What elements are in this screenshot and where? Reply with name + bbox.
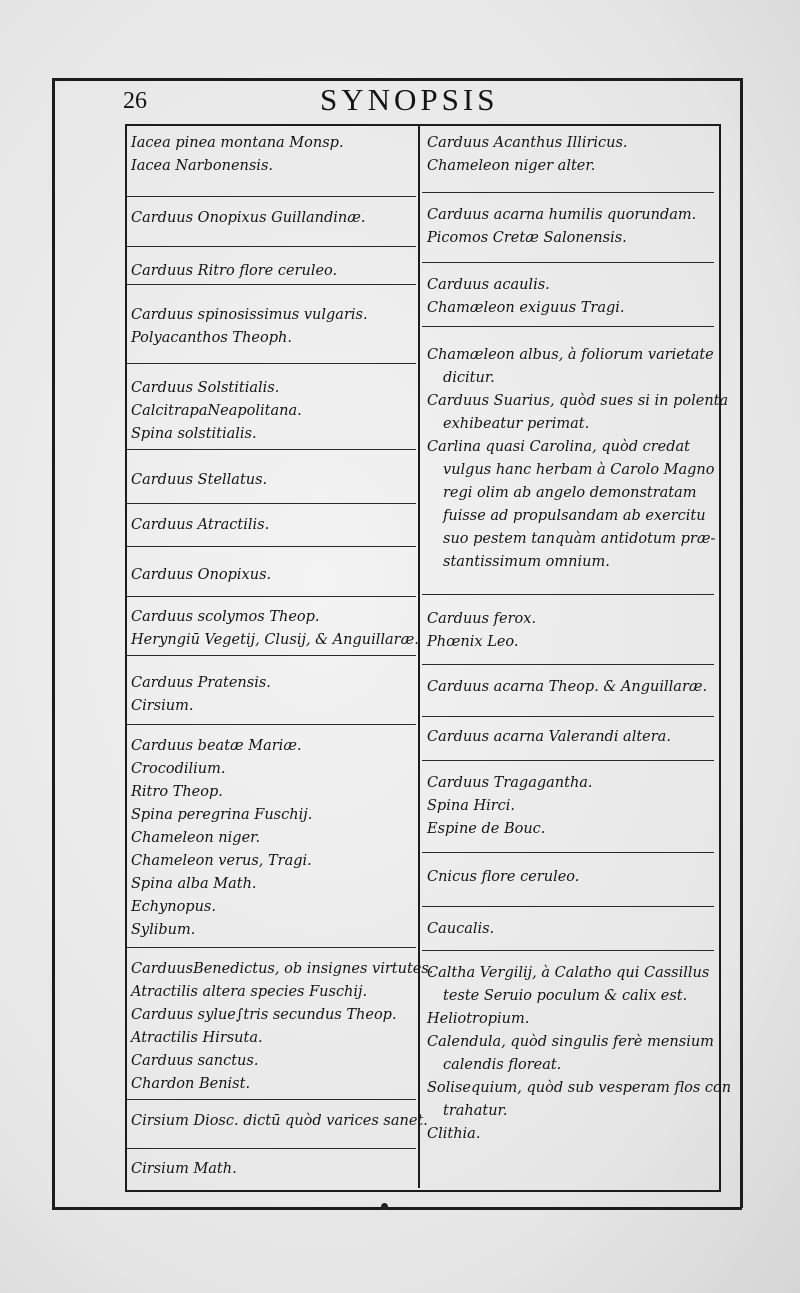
right-entry-line: Carduus Suarius, quòd sues si in polenta [427, 393, 729, 409]
left-entry [126, 126, 416, 197]
left-entry [126, 666, 416, 725]
right-entry-line: Cnicus flore ceruleo. [427, 869, 580, 885]
right-entry [422, 956, 732, 1156]
right-entry-line: Picomos Cretæ Salonensis. [427, 230, 627, 246]
right-entry [422, 268, 714, 327]
left-entry [126, 371, 416, 450]
right-entry-line: fuisse ad propulsandam ab exercitu [443, 508, 706, 524]
left-entry-line: Cirsium Math. [131, 1161, 237, 1177]
left-entry-line: Carduus beatæ Mariæ. [131, 738, 302, 754]
right-entry-line: Caucalis. [427, 921, 495, 937]
right-entry-line: Carduus ferox. [427, 611, 537, 627]
left-entry [126, 558, 416, 597]
right-entry [422, 912, 714, 951]
left-entry-line: Carduus Solstitialis. [131, 380, 280, 396]
right-entry [422, 602, 714, 665]
right-entry-line: Carduus Tragagantha. [427, 775, 593, 791]
right-entry [422, 720, 714, 761]
right-entry-line: Phœnix Leo. [427, 634, 519, 650]
left-entry-line: CalcitrapaNeapolitana. [131, 403, 302, 419]
right-entry-line: regi olim ab angelo demonstratam [443, 485, 697, 501]
right-entry-line: Caltha Vergilij, à Calatho qui Cassillus [427, 965, 710, 981]
right-entry [422, 126, 714, 193]
right-entry-line: Calendula, quòd singulis ferè mensium [427, 1034, 714, 1050]
left-entry [126, 201, 416, 247]
left-entry [126, 254, 416, 285]
right-entry [422, 198, 714, 263]
left-entry [126, 298, 416, 364]
left-entry-line: Carduus sylue∫tris secundus Theop. [131, 1007, 397, 1023]
left-entry-line: Carduus sanctus. [131, 1053, 259, 1069]
left-entry-line: Iacea Narbonensis. [131, 158, 273, 174]
left-entry-line: Carduus Onopixus. [131, 567, 272, 583]
right-entry-line: vulgus hanc herbam à Carolo Magno [443, 462, 715, 478]
page-number: 26 [123, 88, 147, 114]
left-entry-line: Iacea pinea montana Monsp. [131, 135, 344, 151]
right-entry [422, 766, 714, 853]
right-entry [422, 338, 729, 595]
left-entry-line: Echynopus. [131, 899, 216, 915]
right-entry [422, 670, 714, 717]
left-entry-line: Chameleon niger. [131, 830, 261, 846]
right-entry-line: Solisequium, quòd sub vesperam flos con [427, 1080, 732, 1096]
left-entry-line: Cirsium. [131, 698, 194, 714]
right-entry-line: Carlina quasi Carolina, quòd credat [427, 439, 690, 455]
left-entry-line: Carduus Pratensis. [131, 675, 271, 691]
right-entry-line: Espine de Bouc. [427, 821, 546, 837]
bottom-rule [52, 1207, 742, 1210]
right-entry-line: trahatur. [443, 1103, 508, 1119]
right-entry-line: calendis floreat. [443, 1057, 562, 1073]
right-entry-line: Chameleon niger alter. [427, 158, 596, 174]
left-entry-line: CarduusBenedictus, ob insignes virtutes. [131, 961, 434, 977]
left-entry [126, 952, 434, 1100]
left-entry-line: Polyacanthos Theoph. [131, 330, 292, 346]
right-entry-line: dicitur. [443, 370, 495, 386]
left-entry-line: Ritro Theop. [131, 784, 223, 800]
right-entry-line: exhibeatur perimat. [443, 416, 590, 432]
left-entry-line: Carduus Ritro flore ceruleo. [131, 263, 338, 279]
running-head: SYNOPSIS [320, 82, 499, 117]
left-entry-line: Carduus Atractilis. [131, 517, 270, 533]
left-entry-line: Chardon Benist. [131, 1076, 251, 1092]
column-divider [418, 126, 420, 1188]
left-entry [126, 1104, 428, 1149]
right-entry-line: Carduus acaulis. [427, 277, 550, 293]
left-entry-line: Atractilis altera species Fuschij. [131, 984, 368, 1000]
ink-blot [381, 1203, 388, 1210]
right-entry-line: Carduus acarna humilis quorundam. [427, 207, 697, 223]
left-entry-line: Carduus spinosissimus vulgaris. [131, 307, 368, 323]
right-entry-line: stantissimum omnium. [443, 554, 610, 570]
left-entry-line: Carduus scolymos Theop. [131, 609, 320, 625]
left-entry-line: Chameleon verus, Tragi. [131, 853, 312, 869]
left-entry-line: Sylibum. [131, 922, 196, 938]
left-entry-line: Heryngiū Vegetij, Clusij, & Anguillaræ. [131, 632, 419, 648]
right-entry-line: Chamæleon exiguus Tragi. [427, 300, 625, 316]
right-entry-line: Carduus Acanthus Illiricus. [427, 135, 628, 151]
left-entry-line: Spina peregrina Fuschij. [131, 807, 313, 823]
left-entry [126, 600, 419, 656]
left-entry [126, 508, 416, 547]
left-entry-line: Carduus Onopixus Guillandinæ. [131, 210, 366, 226]
left-entry-line: Atractilis Hirsuta. [131, 1030, 263, 1046]
left-entry-line: Cirsium Diosc. dictū quòd varices sanet. [131, 1113, 428, 1129]
right-entry-line: Carduus acarna Theop. & Anguillaræ. [427, 679, 708, 695]
right-entry-line: Clithia. [427, 1126, 481, 1142]
right-entry-line: Carduus acarna Valerandi altera. [427, 729, 671, 745]
left-entry-line: Carduus Stellatus. [131, 472, 268, 488]
left-entry-line: Spina alba Math. [131, 876, 257, 892]
left-entry [126, 463, 416, 504]
right-entry-line: suo pestem tanquàm antidotum præ- [443, 531, 716, 547]
left-entry [126, 729, 416, 948]
right-entry-line: Heliotropium. [427, 1011, 530, 1027]
left-entry [126, 1152, 416, 1188]
right-entry [422, 860, 714, 907]
left-entry-line: Spina solstitialis. [131, 426, 257, 442]
right-entry-line: Spina Hirci. [427, 798, 516, 814]
left-entry-line: Crocodilium. [131, 761, 226, 777]
right-entry-line: Chamæleon albus, à foliorum varietate [427, 347, 714, 363]
right-entry-line: teste Seruio poculum & calix est. [443, 988, 688, 1004]
